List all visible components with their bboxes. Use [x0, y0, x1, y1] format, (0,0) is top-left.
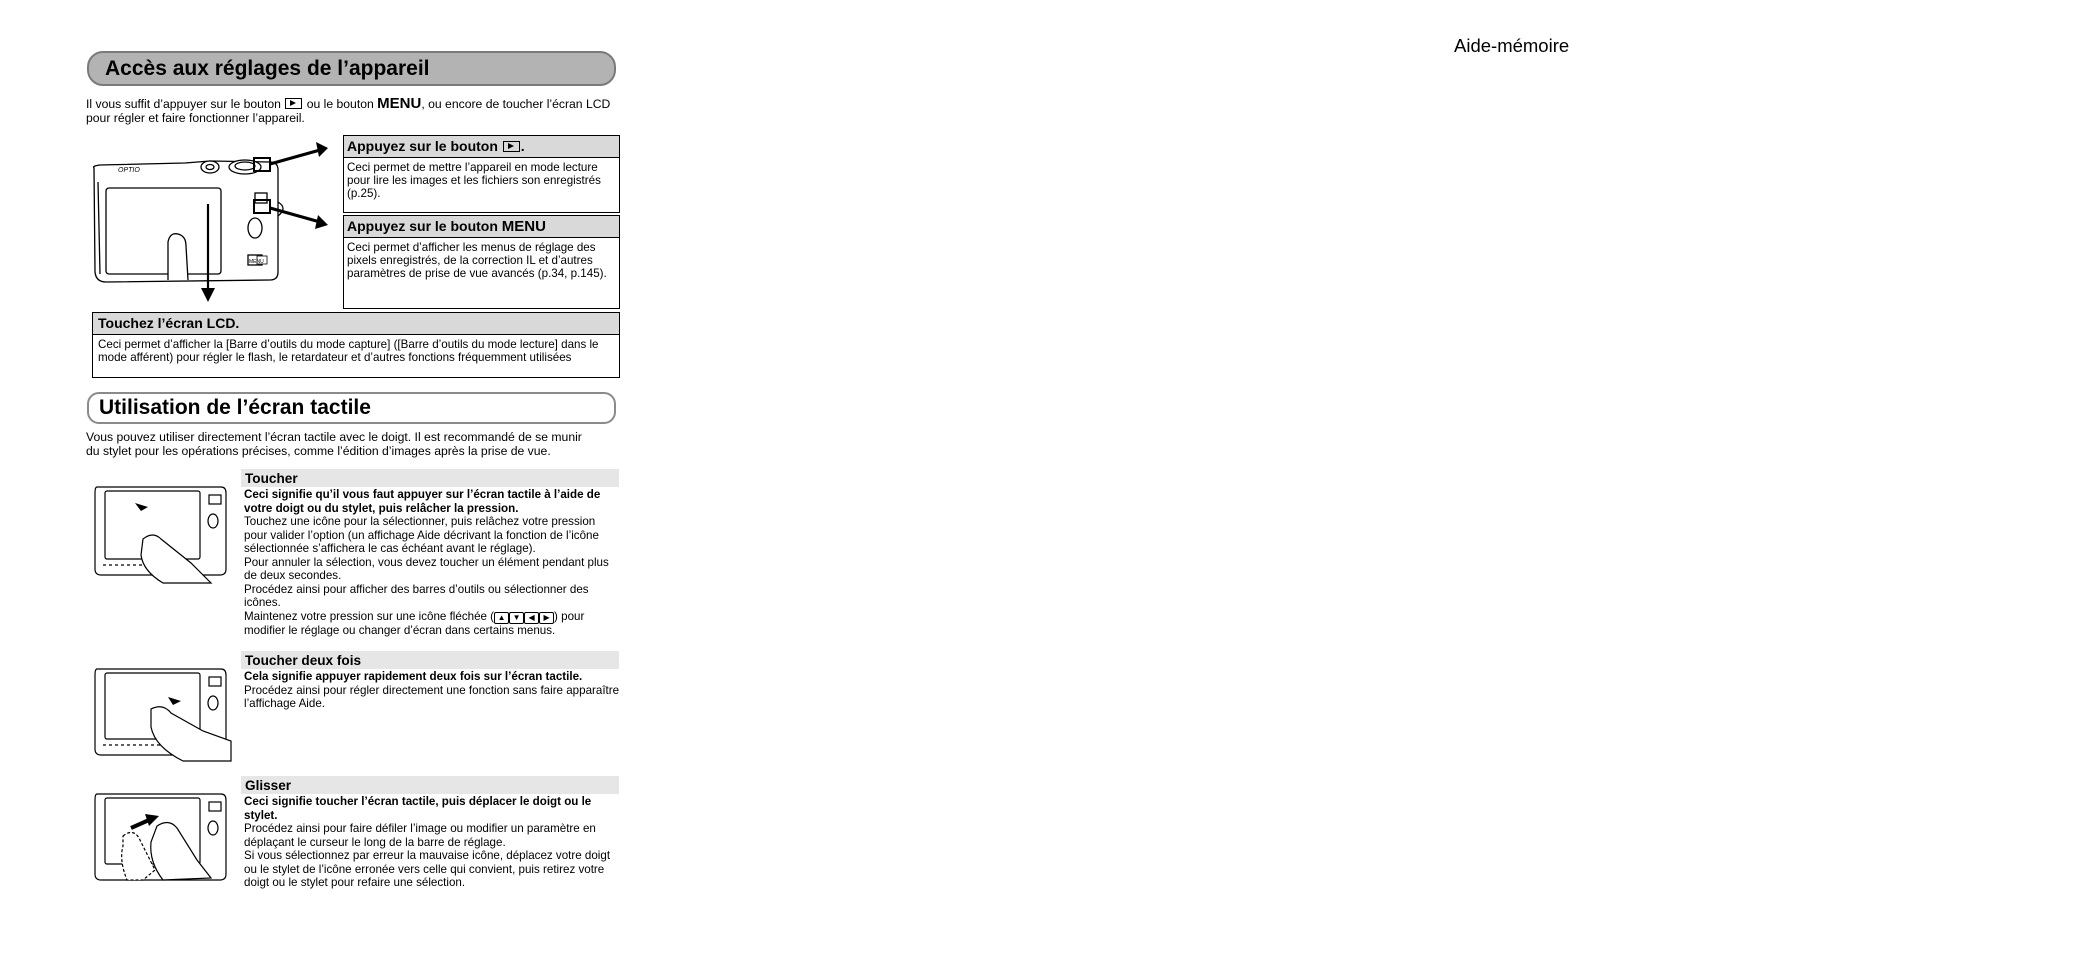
arrow-to-menu-box — [315, 215, 328, 229]
callout-menu-button — [343, 215, 620, 309]
intro-text-line2: pour régler et faire fonctionner l’appareil. — [86, 111, 305, 125]
running-header: Aide-mémoire — [1454, 35, 1570, 56]
gesture-double-tap-body — [244, 670, 620, 711]
section2-intro — [86, 430, 626, 458]
gesture-tap-body — [244, 488, 620, 637]
gesture-drag-p1: Procédez ainsi pour faire défiler l’image ou modifier un paramètre en déplaçant le curseur le long de la barre de réglage. — [244, 822, 596, 849]
callout-menu-title: Appuyez sur le bouton MENU — [344, 216, 619, 238]
drag-illustration — [93, 790, 228, 885]
callout-lcd-title: Touchez l’écran LCD. — [93, 313, 619, 335]
section-title-touchscreen: Utilisation de l’écran tactile — [87, 392, 616, 424]
gesture-drag-definition: Ceci signifie toucher l’écran tactile, puis déplacer le doigt ou le stylet. — [244, 795, 592, 822]
gesture-tap-p4: Maintenez votre pression sur une icône fléchée ( ▲ ▼ ◀ ▶ ) pour modifier le réglage ou changer d’écran dans certains menus. — [244, 609, 585, 637]
intro-text-a: Il vous suffit d’appuyer sur le bouton — [86, 97, 281, 111]
section2-intro-line2: du stylet pour les opérations précises, comme l’édition d’images après la prise de vue. — [86, 444, 551, 458]
play-button-icon — [285, 98, 302, 109]
tap-illustration — [93, 483, 228, 585]
camera-menu-key-label: MENU — [249, 259, 264, 265]
gesture-double-tap-definition: Cela signifie appuyer rapidement deux fois sur l’écran tactile. — [244, 670, 583, 683]
gesture-tap-p3: Procédez ainsi pour afficher des barres d’outils ou sélectionner des icônes. — [244, 582, 589, 609]
arrow-to-lcd-box — [201, 288, 215, 302]
arrow-to-play-box — [316, 142, 328, 157]
camera-brand-label: OPTIO — [118, 167, 140, 174]
gesture-double-tap-p1: Procédez ainsi pour régler directement une fonction sans faire apparaître l’affichage Aide. — [244, 683, 620, 710]
finger-illustration — [168, 234, 188, 280]
section2-intro-line1: Vous pouvez utiliser directement l’écran tactile avec le doigt. Il est recommandé de se munir — [86, 430, 582, 444]
gesture-drag-body — [244, 795, 620, 890]
callout-menu-body: Ceci permet d’afficher les menus de réglage des pixels enregistrés, de la correction IL et d’autres paramètres de prise de vue avancés (p.34, p.145). — [347, 241, 607, 281]
intro-text-b: ou le bouton — [306, 97, 374, 111]
intro-menu-word: MENU — [377, 95, 422, 112]
right-arrow-icon: ▶ — [539, 612, 554, 624]
gesture-drag-p2: Si vous sélectionnez par erreur la mauvaise icône, déplacez votre doigt ou le stylet de l’icône erronée vers celle qui convient, puis retirez votre doigt ou le stylet pour refaire une sélection. — [244, 849, 611, 889]
gesture-drag-title: Glisser — [241, 776, 619, 794]
gesture-tap-title: Toucher — [241, 469, 619, 487]
arrow-keys-icon — [494, 610, 554, 624]
play-button-icon — [503, 141, 520, 152]
down-arrow-icon: ▼ — [509, 612, 524, 624]
left-arrow-icon: ◀ — [524, 612, 539, 624]
callout-lcd-body: Ceci permet d’afficher la [Barre d’outils du mode capture] ([Barre d’outils du mode lecture] dans le mode afférent) pour régler le flash, le retardateur et d’autres fonctions fréquemment utilisées — [98, 338, 599, 365]
section-title-settings-access: Accès aux réglages de l’appareil — [87, 51, 616, 86]
section1-intro — [86, 97, 626, 125]
callout-play-button — [343, 135, 620, 213]
intro-text-c: , ou encore de toucher l’écran LCD — [421, 97, 611, 111]
callout-play-body: Ceci permet de mettre l’appareil en mode lecture pour lire les images et les fichiers son enregistrés (p.25). — [347, 161, 601, 201]
gesture-tap-p2: Pour annuler la sélection, vous devez toucher un élément pendant plus de deux secondes. — [244, 555, 609, 582]
double-tap-illustration — [93, 665, 233, 765]
callout-lcd-touch — [92, 312, 620, 378]
callout-play-title: Appuyez sur le bouton . — [344, 136, 619, 158]
gesture-double-tap-title: Toucher deux fois — [241, 651, 619, 669]
gesture-tap-definition: Ceci signifie qu’il vous faut appuyer sur l’écran tactile à l’aide de votre doigt ou du stylet, puis relâcher la pression. — [244, 488, 601, 515]
gesture-tap-p1: Touchez une icône pour la sélectionner, puis relâchez votre pression pour valider l’option (un affichage Aide décrivant la fonction de l’icône sélectionnée s’affichera le cas échéant avant le réglage). — [244, 515, 599, 555]
up-arrow-icon: ▲ — [494, 612, 509, 624]
camera-back-illustration — [90, 152, 345, 302]
